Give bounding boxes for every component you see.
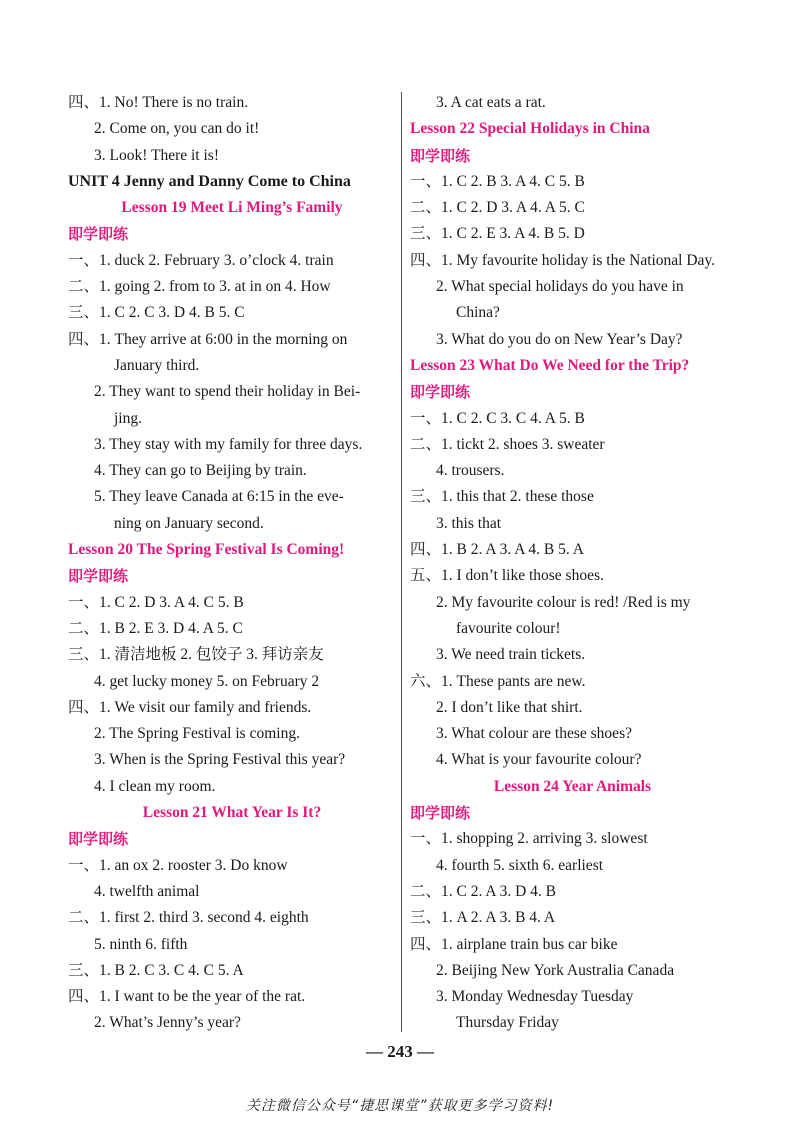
answer-line: 4. I clean my room. xyxy=(94,777,216,795)
answer-line: 5. ninth 6. fifth xyxy=(94,935,188,953)
answer-line: 四、1. They arrive at 6:00 in the morning on xyxy=(68,330,348,348)
answer-line: 4. They can go to Beijing by train. xyxy=(94,462,307,480)
section-label: 即学即练 xyxy=(410,804,471,823)
answer-line: favourite colour! xyxy=(456,619,561,637)
answer-line: 三、1. A 2. A 3. B 4. A xyxy=(410,909,556,927)
answer-line: 5. They leave Canada at 6:15 in the eve- xyxy=(94,488,344,506)
answer-line: 一、1. shopping 2. arriving 3. slowest xyxy=(410,830,648,848)
answer-line: 4. twelfth animal xyxy=(94,882,200,900)
answer-line: China? xyxy=(456,304,500,322)
answer-line: 2. What’s Jenny’s year? xyxy=(94,1014,241,1032)
answer-line: 4. fourth 5. sixth 6. earliest xyxy=(436,856,604,874)
answer-line: 四、1. B 2. A 3. A 4. B 5. A xyxy=(410,541,584,559)
answer-line: 4. get lucky money 5. on February 2 xyxy=(94,672,320,690)
answer-line: 2. I don’t like that shirt. xyxy=(436,698,583,716)
answer-line: 3. We need train tickets. xyxy=(436,646,586,664)
answer-line: 二、1. tickt 2. shoes 3. sweater xyxy=(410,435,605,453)
answer-line: 3. They stay with my family for three days. xyxy=(94,435,363,453)
answer-line: 3. this that xyxy=(436,514,502,532)
section-label: 即学即练 xyxy=(68,225,129,244)
answer-line: 4. trousers. xyxy=(436,462,505,480)
answer-line: 3. A cat eats a rat. xyxy=(436,94,546,111)
answer-line: 四、1. My favourite holiday is the National Day. xyxy=(410,251,716,269)
answer-line: 二、1. first 2. third 3. second 4. eighth xyxy=(68,909,309,927)
answer-line: 五、1. I don’t like those shoes. xyxy=(410,567,604,585)
answer-line: 2. My favourite colour is red! /Red is my xyxy=(436,593,691,611)
answer-line: 3. Look! There it is! xyxy=(94,146,219,164)
answer-line: 三、1. this that 2. these those xyxy=(410,488,594,506)
answer-line: 三、1. B 2. C 3. C 4. C 5. A xyxy=(68,961,244,979)
answer-line: 3. Monday Wednesday Tuesday xyxy=(436,988,634,1006)
lesson-heading: Lesson 19 Meet Li Ming’s Family xyxy=(121,199,343,217)
section-label: 即学即练 xyxy=(410,146,471,165)
answer-line: 三、1. C 2. E 3. A 4. B 5. D xyxy=(410,225,585,243)
answer-line: 一、1. an ox 2. rooster 3. Do know xyxy=(68,856,288,874)
answer-line: Thursday Friday xyxy=(456,1014,559,1032)
answer-line: jing. xyxy=(114,409,142,427)
answer-line: January third. xyxy=(114,356,200,374)
answer-line: 六、1. These pants are new. xyxy=(410,672,586,690)
column-divider xyxy=(401,92,402,1032)
answer-line: ning on January second. xyxy=(114,514,264,532)
lesson-heading: Lesson 21 What Year Is It? xyxy=(142,804,322,822)
answer-line: 一、1. C 2. B 3. A 4. C 5. B xyxy=(410,172,585,190)
section-label: 即学即练 xyxy=(410,383,471,402)
lesson-heading: Lesson 22 Special Holidays in China xyxy=(410,120,650,138)
answer-line: 四、1. We visit our family and friends. xyxy=(68,698,312,716)
lesson-heading: Lesson 23 What Do We Need for the Trip? xyxy=(410,356,690,374)
answer-column-left xyxy=(68,90,396,1037)
answer-column-right xyxy=(410,90,735,1037)
section-label: 即学即练 xyxy=(68,830,129,849)
answer-line: 三、1. C 2. C 3. D 4. B 5. C xyxy=(68,304,245,322)
answer-line: 2. What special holidays do you have in xyxy=(436,278,684,296)
answer-line: 四、1. airplane train bus car bike xyxy=(410,935,618,953)
answer-line: 3. When is the Spring Festival this year? xyxy=(94,751,346,769)
lesson-heading: Lesson 20 The Spring Festival Is Coming! xyxy=(68,541,345,559)
answer-line: 二、1. going 2. from to 3. at in on 4. How xyxy=(68,278,331,296)
page-number: — 243 — xyxy=(366,1042,434,1061)
lesson-heading: Lesson 24 Year Animals xyxy=(493,777,652,795)
answer-line: 2. They want to spend their holiday in Bei- xyxy=(94,383,361,401)
answer-line: 3. What do you do on New Year’s Day? xyxy=(436,330,683,348)
answer-line: 2. Beijing New York Australia Canada xyxy=(436,961,675,979)
answer-line: 4. What is your favourite colour? xyxy=(436,751,642,769)
answer-line: 四、1. No! There is no train. xyxy=(68,94,249,111)
answer-line: 2. The Spring Festival is coming. xyxy=(94,725,300,743)
answer-line: 四、1. I want to be the year of the rat. xyxy=(68,988,306,1006)
answer-line: 二、1. C 2. A 3. D 4. B xyxy=(410,882,556,900)
answer-line: 2. Come on, you can do it! xyxy=(94,120,260,138)
answer-line: 一、1. C 2. D 3. A 4. C 5. B xyxy=(68,593,244,611)
answer-line: 一、1. C 2. C 3. C 4. A 5. B xyxy=(410,409,585,427)
section-label: 即学即练 xyxy=(68,567,129,586)
unit-heading: UNIT 4 Jenny and Danny Come to China xyxy=(68,172,351,190)
answer-line: 二、1. C 2. D 3. A 4. A 5. C xyxy=(410,199,585,217)
answer-line: 二、1. B 2. E 3. D 4. A 5. C xyxy=(68,619,243,637)
answer-line: 一、1. duck 2. February 3. o’clock 4. train xyxy=(68,251,334,269)
answer-line: 三、1. 清洁地板 2. 包饺子 3. 拜访亲友 xyxy=(68,646,324,664)
footer-note: 关注微信公众号“捷思课堂”获取更多学习资料! xyxy=(245,1098,555,1114)
answer-line: 3. What colour are these shoes? xyxy=(436,725,632,743)
